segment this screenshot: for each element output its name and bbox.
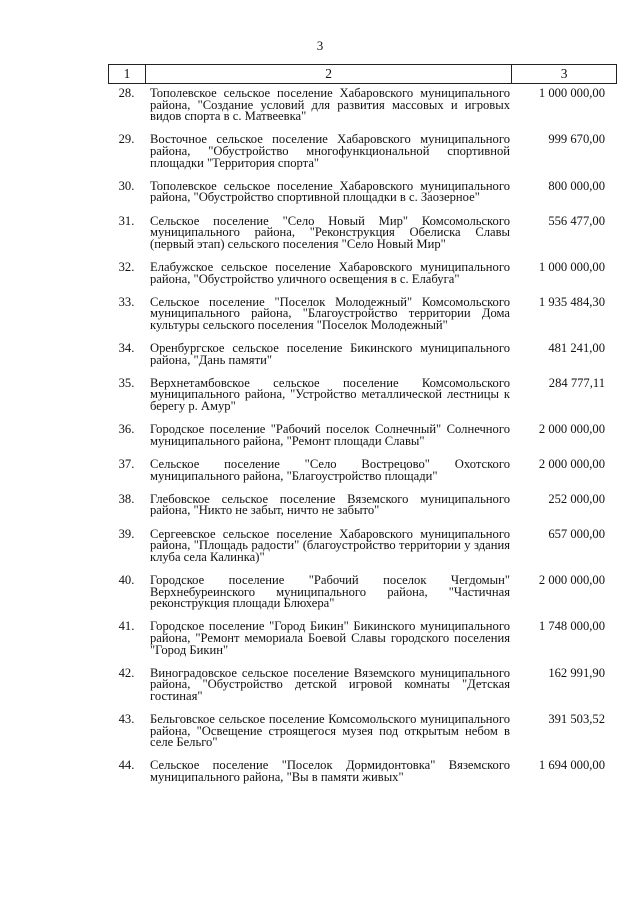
row-description: Бельговское сельское поселение Комсомольского муниципального района, "Освещение строящегося музея под открытым небом в селе Бельго" [150,712,510,750]
row-amount: 1 694 000,00 [538,758,605,773]
column-header-2: 2 [145,65,511,84]
row-amount: 284 777,11 [548,375,605,390]
row-description: Городское поселение "Рабочий поселок Солнечный" Солнечного муниципального района, "Ремонт площади Славы" [150,422,510,448]
row-amount: 1 748 000,00 [538,619,605,634]
table-row [108,376,617,413]
row-description: Сельское поселение "Поселок Дормидонтовка" Вяземского муниципального района, "Вы в памяти живых" [150,758,510,785]
row-amount: 800 000,00 [548,178,605,193]
row-amount: 1 000 000,00 [538,259,605,274]
row-amount: 2 000 000,00 [538,572,605,587]
row-amount: 1 935 484,30 [538,294,605,309]
row-amount: 252 000,00 [548,491,605,506]
row-number: 34. [118,341,135,356]
row-number: 29. [118,132,135,147]
row-number: 31. [118,213,135,228]
row-description: Городское поселение "Рабочий поселок Чегдомын" Верхнебуреинского муниципального района, "Частичная реконструкция площади Блюхера" [150,572,510,611]
table-row [108,712,617,749]
row-number: 30. [118,178,135,193]
table-row [108,179,617,204]
row-description: Сельское поселение "Село Новый Мир" Комсомольского муниципального района, "Реконструкция Обелиска Славы (первый этап) сельского поселения "Село Новый Мир" [150,213,510,251]
row-description: Елабужское сельское поселение Хабаровского муниципального района, "Обустройство уличного освещения в с. Елабуга" [150,259,510,286]
row-number: 28. [118,86,135,100]
row-number: 44. [118,758,135,773]
table-row [108,132,617,169]
table-header [108,64,617,84]
row-description: Оренбургское сельское поселение Бикинского муниципального района, "Дань памяти" [150,341,510,367]
table-row [108,573,617,610]
row-number: 35. [118,375,135,390]
column-header-1: 1 [109,65,146,84]
row-description: Сергеевское сельское поселение Хабаровского муниципального района, "Площадь радости" (благоустройство территории у здания клуба села Калинка)" [150,526,510,564]
table-row [108,666,617,703]
row-description: Виноградовское сельское поселение Вяземского муниципального района, "Обустройство детской игровой комнаты "Детская гостиная" [150,665,510,703]
table-row [108,86,617,123]
row-amount: 2 000 000,00 [538,457,605,471]
row-amount: 556 477,00 [548,213,605,228]
table-row [108,260,617,285]
table-row [108,457,617,482]
row-description: Сельское поселение "Поселок Молодежный" Комсомольского муниципального района, "Благоустройство территории Дома культуры сельского поселения "Поселок Молодежный" [150,294,510,332]
row-description: Тополевское сельское поселение Хабаровского муниципального района, "Обустройство спортивной площадки в с. Заозерное" [150,178,510,205]
row-description: Сельское поселение "Село Вострецово" Охотского муниципального района, "Благоустройство площади" [150,457,510,483]
row-amount: 162 991,90 [548,665,605,680]
row-description: Тополевское сельское поселение Хабаровского муниципального района, "Создание условий для развития массовых и игровых видов спорта в с. Матвеевка" [150,86,510,124]
row-number: 38. [118,491,135,506]
row-description: Глебовское сельское поселение Вяземского муниципального района, "Никто не забыт, ничто не забыто" [150,491,510,518]
table-row [108,295,617,332]
table-row [108,492,617,517]
table-row [108,341,617,366]
row-amount: 481 241,00 [548,341,605,356]
row-amount: 2 000 000,00 [538,422,605,437]
row-amount: 391 503,52 [548,712,605,727]
table-row [108,422,617,447]
table-row [108,619,617,656]
row-number: 33. [118,294,135,309]
row-number: 39. [118,526,135,541]
row-amount: 657 000,00 [548,526,605,541]
row-amount: 1 000 000,00 [538,86,605,100]
row-number: 42. [118,665,135,680]
row-number: 37. [118,457,135,471]
table-body [108,86,617,793]
column-header-3: 3 [512,65,617,84]
row-number: 41. [118,619,135,634]
row-description: Верхнетамбовское сельское поселение Комсомольского муниципального района, "Устройство металлической лестницы к берегу р. Амур" [150,375,510,414]
row-number: 32. [118,259,135,274]
row-description: Восточное сельское поселение Хабаровского муниципального района, "Обустройство многофункциональной спортивной площадки "Территория спорта" [150,132,510,170]
row-amount: 999 670,00 [548,132,605,147]
table-row [108,758,617,783]
page-number: 3 [316,38,324,53]
row-number: 40. [118,572,135,587]
row-number: 43. [118,712,135,727]
table-row [108,527,617,564]
row-description: Городское поселение "Город Бикин" Бикинского муниципального района, "Ремонт мемориала Боевой Славы городского поселения "Город Бикин" [150,619,510,657]
table-row [108,214,617,251]
row-number: 36. [118,422,135,437]
